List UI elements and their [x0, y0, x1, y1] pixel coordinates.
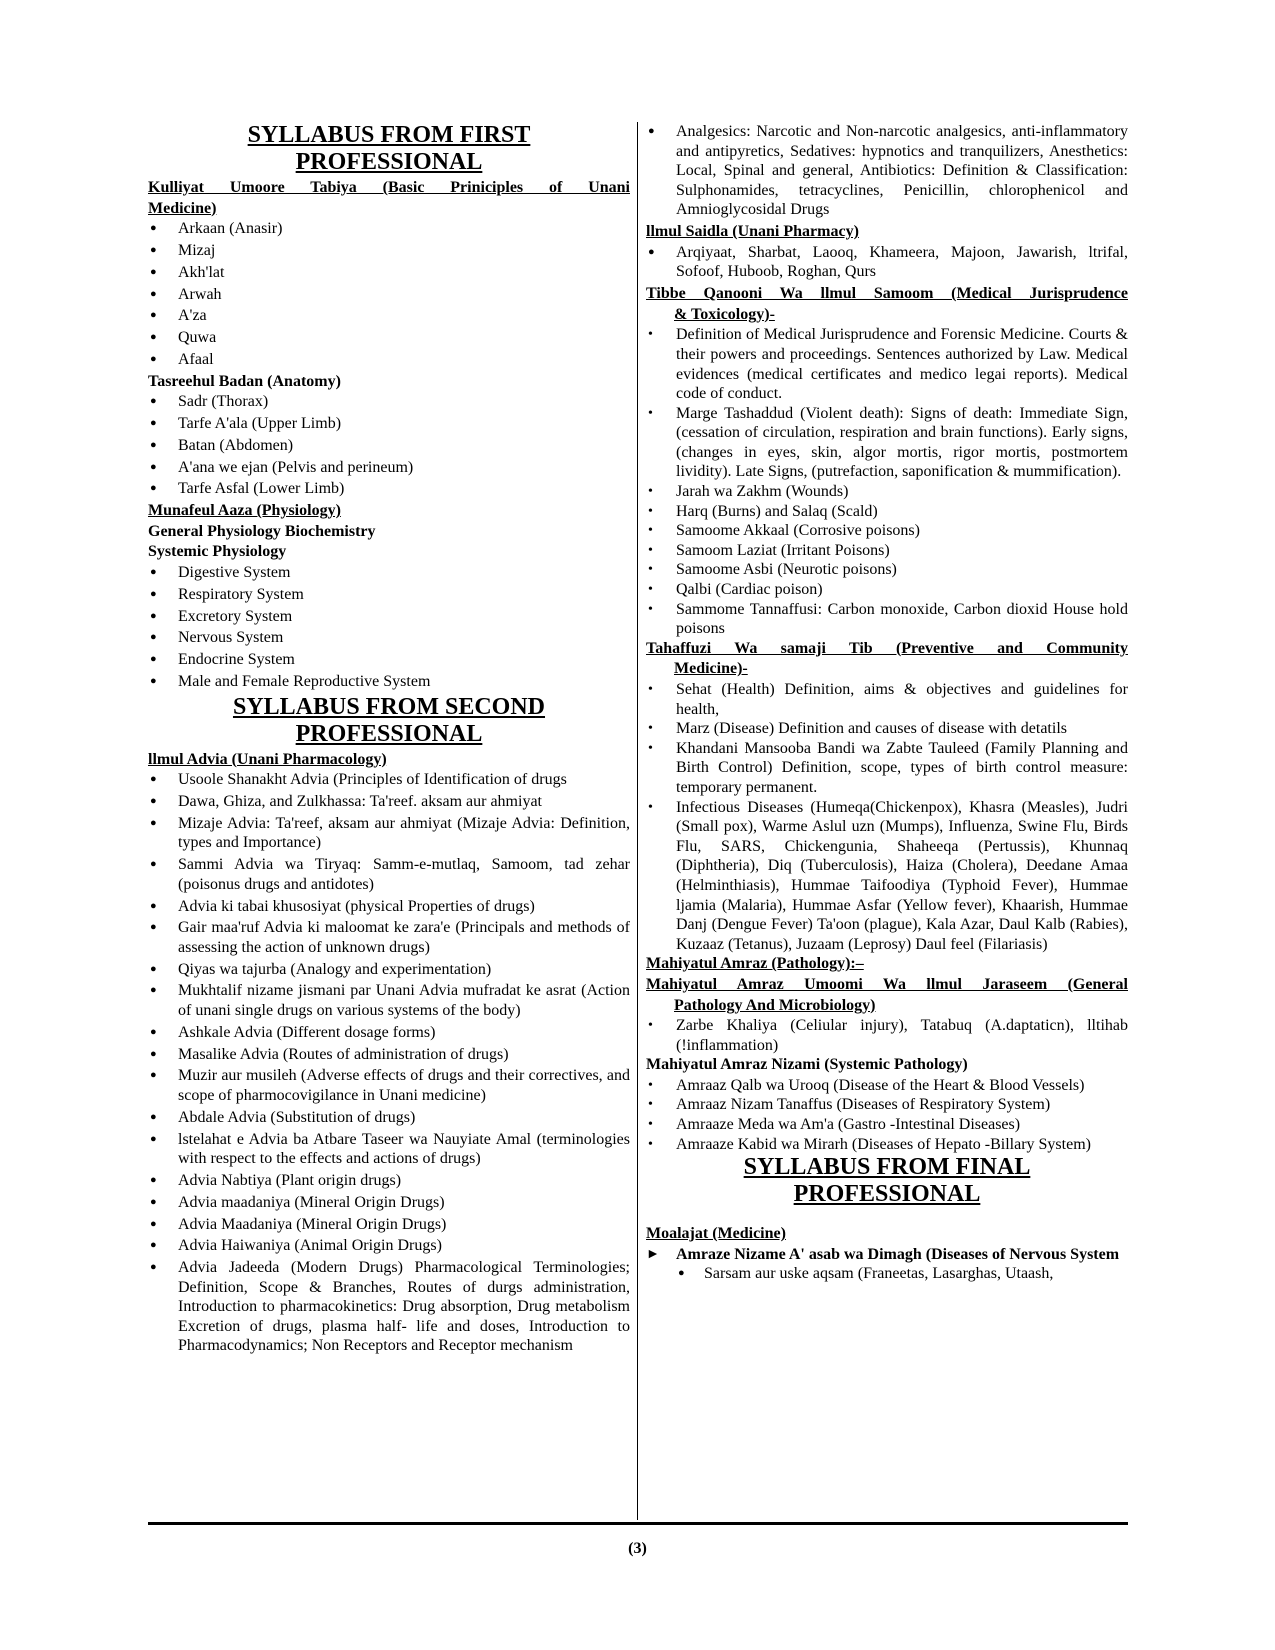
list-item: ● Arwah [148, 285, 630, 305]
list-item: ● Arqiyaat, Sharbat, Laooq, Khameera, Majoon, Jawarish, ltrifal, Sofoof, Huboob, Roghan, Qurs [646, 243, 1128, 282]
kulliyat-list [148, 219, 630, 369]
systemic-pathology-list [646, 1076, 1128, 1154]
list-item: • Amraaze Kabid wa Mirarh (Diseases of Hepato -Billary System) [646, 1135, 1128, 1155]
list-item: • Marge Tashaddud (Violent death): Signs of death: Immediate Sign, (cessation of circulation, respiration and brain functions). Early signs, (changes in eyes, skin, algor mortis, rigor mortis, postmortem lividity). Late Signs, (putrefaction, saponification & mummification). [646, 404, 1128, 482]
list-item: ● Advia Haiwaniya (Animal Origin Drugs) [148, 1236, 630, 1256]
list-item: ● Mizaje Advia: Ta'reef, aksam aur ahmiyat (Mizaje Advia: Definition, types and Importance) [148, 814, 630, 853]
list-item: • Samoome Asbi (Neurotic poisons) [646, 560, 1128, 580]
list-item: ● Nervous System [148, 628, 630, 648]
list-item: ● A'za [148, 306, 630, 326]
list-item: ● Respiratory System [148, 585, 630, 605]
tibbe-heading: Tibbe Qanooni Wa llmul Samoom (Medical Jurisprudence [646, 285, 1128, 303]
list-item: • Amraaz Qalb wa Urooq (Disease of the Heart & Blood Vessels) [646, 1076, 1128, 1096]
list-item: ● Ashkale Advia (Different dosage forms) [148, 1023, 630, 1043]
list-item: ● Masalike Advia (Routes of administration of drugs) [148, 1045, 630, 1065]
first-professional-title: SYLLABUS FROM FIRST PROFESSIONAL [247, 122, 531, 175]
kulliyat-heading: Kulliyat Umoore Tabiya (Basic Priniciples of Unani [148, 179, 630, 196]
general-pathology-heading-cont: Pathology And Microbiology) [674, 996, 876, 1014]
list-item: ● Tarfe A'ala (Upper Limb) [148, 414, 630, 434]
list-item: • Samoom Laziat (Irritant Poisons) [646, 541, 1128, 561]
moalajat-list [646, 1245, 1128, 1284]
tahaffuzi-heading: Tahaffuzi Wa samaji Tib (Preventive and Community [646, 639, 1128, 657]
list-item: ● Quwa [148, 328, 630, 348]
systemic-physiology-heading: Systemic Physiology [148, 543, 287, 561]
list-item: • Samoome Akkaal (Corrosive poisons) [646, 521, 1128, 541]
analgesics-list [646, 122, 1128, 220]
list-item: ● Muzir aur musileh (Adverse effects of drugs and their correctives, and scope of pharmocovigilance in Unani medicine) [148, 1066, 630, 1105]
list-item: • Marz (Disease) Definition and causes of disease with detatils [646, 719, 1128, 739]
list-item: • Harq (Burns) and Salaq (Scald) [646, 502, 1128, 522]
saidla-list [646, 243, 1128, 282]
list-item: ● Endocrine System [148, 650, 630, 670]
list-item: ● Analgesics: Narcotic and Non-narcotic analgesics, anti-inflammatory and antipyretics, Sedatives: hypnotics and tranquilizers, Anesthetics: Local, Spinal and general, Antibiotics: Definition & Classification: Sulphonamides, tetracyclines, Penicillin, chlorophenicol and Amnioglycosidal Drugs [646, 122, 1128, 220]
list-item: ● Tarfe Asfal (Lower Limb) [148, 479, 630, 499]
spacer [646, 1210, 1128, 1224]
list-item: • Definition of Medical Jurisprudence and Forensic Medicine. Courts & their powers and proceedings. Sentences authorized by Law. Medical evidences (medical certificates and medico legai reports). Medical code of conduct. [646, 325, 1128, 403]
list-item: • Zarbe Khaliya (Celiular injury), Tatabuq (A.daptaticn), lltihab (!inflammation) [646, 1016, 1128, 1055]
kulliyat-heading-cont: Medicine) [148, 199, 217, 217]
pathology-heading: Mahiyatul Amraz (Pathology):– [646, 955, 864, 973]
tibbe-heading-cont: & Toxicology)- [674, 305, 775, 323]
list-item: ● Batan (Abdomen) [148, 436, 630, 456]
list-item: ● Excretory System [148, 607, 630, 627]
tibbe-list [646, 325, 1128, 639]
list-item: ● Advia Jadeeda (Modern Drugs) Pharmacological Terminologies; Definition, Scope & Branches, Routes of durgs administration, Introduction to pharmacokinetics: Drug absorption, Drug metabolism Excretion of drugs, plasma half- life and doses, Introduction to Pharmacodynamics; Non Receptors and Receptor mechanism [148, 1258, 630, 1356]
final-professional-title: SYLLABUS FROM FINAL PROFESSIONAL [743, 1154, 1031, 1208]
document-page [148, 122, 1128, 1530]
list-item: ● Mukhtalif nizame jismani par Unani Advia mufradat ke asrat (Action of unani single drugs on various systems of the body) [148, 981, 630, 1020]
list-item: • Qalbi (Cardiac poison) [646, 580, 1128, 600]
bottom-rule [148, 1522, 1128, 1525]
general-physiology-heading: General Physiology Biochemistry [148, 522, 376, 540]
general-pathology-list [646, 1016, 1128, 1055]
list-item: • Amraaz Nizam Tanaffus (Diseases of Respiratory System) [646, 1095, 1128, 1115]
list-item: ● Digestive System [148, 563, 630, 583]
list-item: ● Advia Nabtiya (Plant origin drugs) [148, 1171, 630, 1191]
advia-heading: llmul Advia (Unani Pharmacology) [148, 750, 387, 768]
systemic-pathology-heading: Mahiyatul Amraz Nizami (Systemic Pathology) [646, 1056, 968, 1074]
moalajat-heading: Moalajat (Medicine) [646, 1225, 786, 1243]
list-item: • Amraaze Meda wa Am'a (Gastro -Intestinal Diseases) [646, 1115, 1128, 1135]
list-item: • Khandani Mansooba Bandi wa Zabte Tauleed (Family Planning and Birth Control) Definition, scope, types of birth control measure: temporary permanent. [646, 739, 1128, 798]
list-item: ● Gair maa'ruf Advia ki maloomat ke zara'e (Principals and methods of assessing the action of unknown drugs) [148, 918, 630, 957]
list-item: ► Amraze Nizame A' asab wa Dimagh (Diseases of Nervous System [646, 1245, 1128, 1265]
list-item: ● Arkaan (Anasir) [148, 219, 630, 239]
page-number: (3) [628, 1540, 647, 1557]
list-item: ● Afaal [148, 350, 630, 370]
tahaffuzi-heading-cont: Medicine)- [674, 660, 748, 678]
left-column [148, 122, 630, 1530]
tahaffuzi-list [646, 680, 1128, 954]
physiology-list [148, 563, 630, 692]
list-item: • Sammome Tannaffusi: Carbon monoxide, Carbon dioxid House hold poisons [646, 600, 1128, 639]
advia-list [148, 770, 630, 1356]
right-column [646, 122, 1128, 1530]
second-professional-title: SYLLABUS FROM SECOND PROFESSIONAL [232, 693, 546, 747]
list-item: • Jarah wa Zakhm (Wounds) [646, 482, 1128, 502]
physiology-heading: Munafeul Aaza (Physiology) [148, 502, 341, 520]
list-item: ● Akh'lat [148, 263, 630, 283]
list-item: • Infectious Diseases (Humeqa(Chickenpox), Khasra (Measles), Judri (Small pox), Warme Aslul uzn (Mumps), Influenza, Swine Flu, Birds Flu, SARS, Chickengunia, Shaheeqa (Pertussis), Khunnaq (Diphtheria), Diq (Tuberculosis), Haiza (Cholera), Deedane Amaa (Helminthiasis), Hummae Taifoodiya (Typhoid Fever), Hummae ljamia (Malaria), Hummae Asfar (Yellow fever), Khaarish, Hummae Danj (Dengue Fever) Ta'oon (plague), Kala Azar, Daul Kalb (Rabies), Kuzaaz (Tetanus), Juzaam (Leprosy) Daul feel (Filariasis) [646, 798, 1128, 955]
list-item: • Sehat (Health) Definition, aims & objectives and guidelines for health, [646, 680, 1128, 719]
list-item: ● Abdale Advia (Substitution of drugs) [148, 1108, 630, 1128]
list-item: ● Advia maadaniya (Mineral Origin Drugs) [148, 1193, 630, 1213]
list-item: ● lstelahat e Advia ba Atbare Taseer wa Nauyiate Amal (terminologies with respect to the effects and actions of drugs) [148, 1130, 630, 1169]
anatomy-list [148, 392, 630, 499]
column-divider [637, 122, 638, 1520]
saidla-heading: llmul Saidla (Unani Pharmacy) [646, 223, 859, 241]
list-item: ● Mizaj [148, 241, 630, 261]
list-item: ● Sammi Advia wa Tiryaq: Samm-e-mutlaq, Samoom, tad zehar (poisonus drugs and antidotes) [148, 855, 630, 894]
list-item: ● Sarsam aur uske aqsam (Franeetas, Lasarghas, Utaash, [646, 1264, 1128, 1284]
anatomy-heading: Tasreehul Badan (Anatomy) [148, 372, 341, 390]
general-pathology-heading: Mahiyatul Amraz Umoomi Wa llmul Jaraseem (General [646, 975, 1128, 993]
list-item: ● Sadr (Thorax) [148, 392, 630, 412]
list-item: ● A'ana we ejan (Pelvis and perineum) [148, 458, 630, 478]
list-item: ● Male and Female Reproductive System [148, 672, 630, 692]
list-item: ● Advia Maadaniya (Mineral Origin Drugs) [148, 1215, 630, 1235]
list-item: ● Advia ki tabai khusosiyat (physical Properties of drugs) [148, 897, 630, 917]
list-item: ● Qiyas wa tajurba (Analogy and experimentation) [148, 960, 630, 980]
list-item: ● Usoole Shanakht Advia (Principles of Identification of drugs [148, 770, 630, 790]
list-item: ● Dawa, Ghiza, and Zulkhassa: Ta'reef. aksam aur ahmiyat [148, 792, 630, 812]
